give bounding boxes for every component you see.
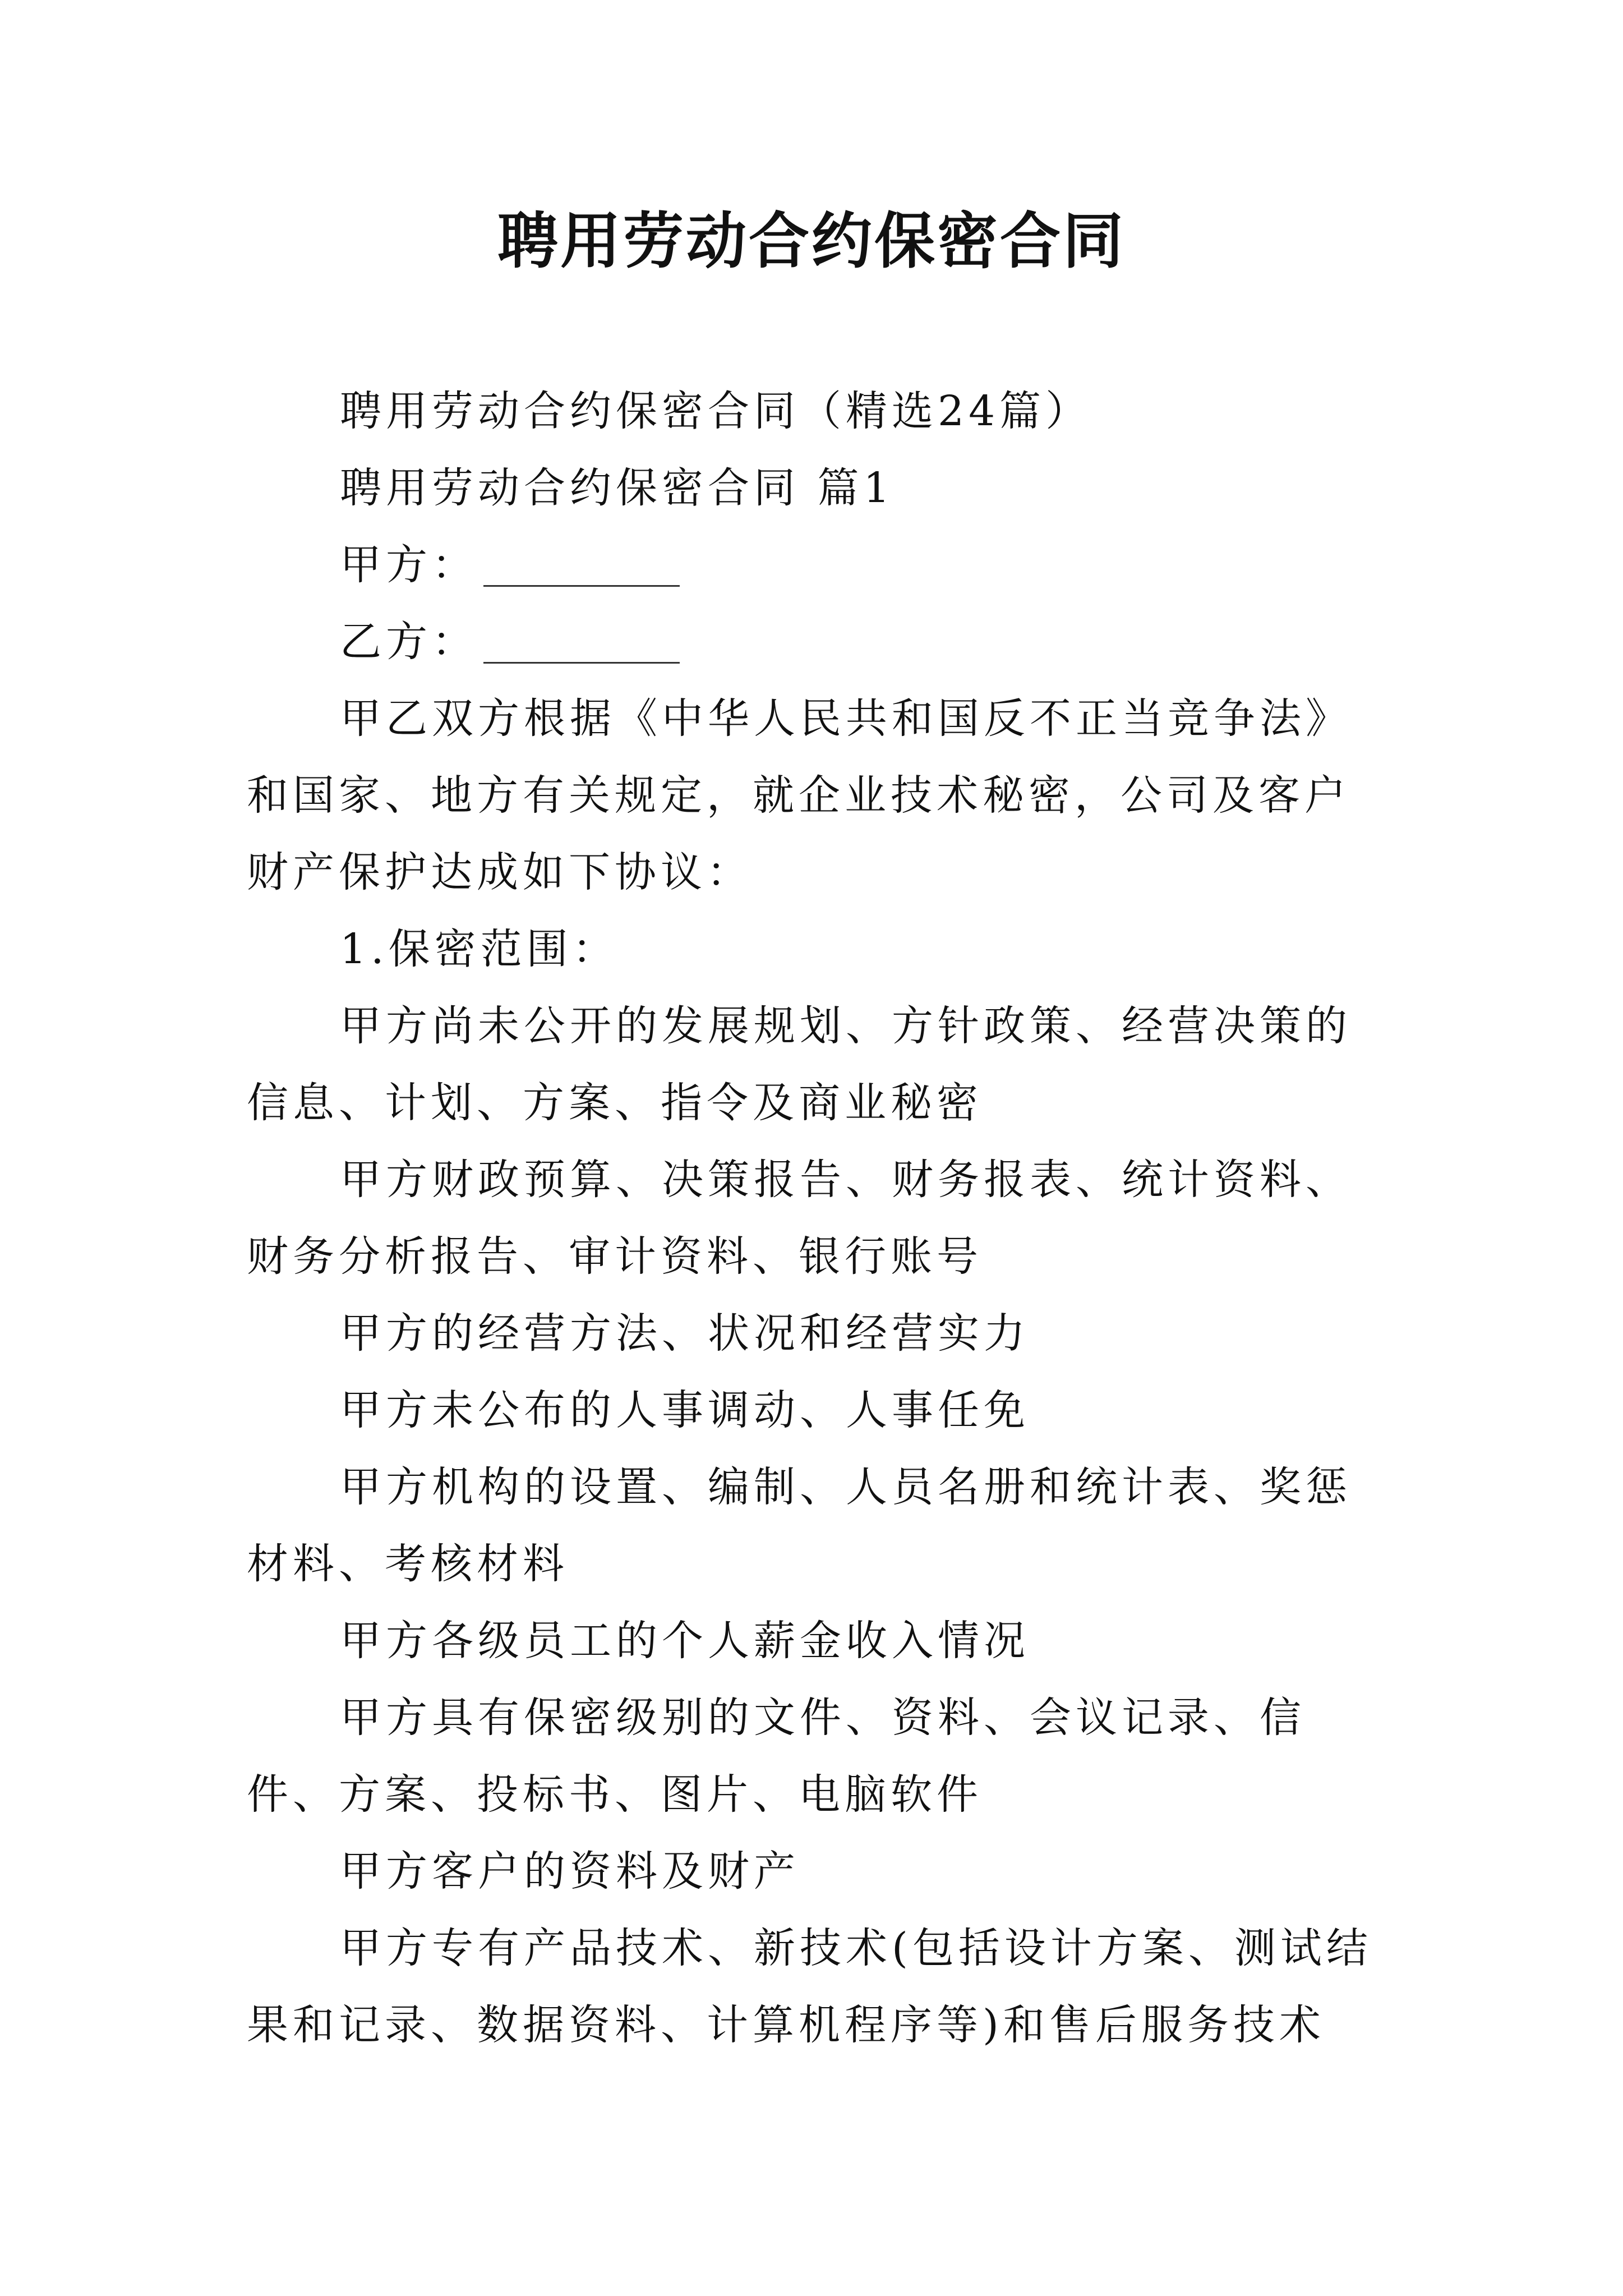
body-paragraph: 甲方未公布的人事调动、人事任免 <box>340 1386 1030 1434</box>
party-a-line <box>247 527 1385 604</box>
party-b-blank <box>483 617 680 664</box>
party-b-label: 乙方： <box>340 618 478 666</box>
body-paragraph: 甲乙双方根据《中华人民共和国反不正当竞争法》和国家、地方有关规定，就企业技术秘密，公司及客户财产保护达成如下协议： <box>247 694 1352 896</box>
body-paragraph: 甲方的经营方法、状况和经营实力 <box>340 1309 1030 1358</box>
document-title: 聘用劳动合约保密合同 <box>497 206 1126 277</box>
party-a-label: 甲方： <box>340 541 478 589</box>
body-paragraph: 1.保密范围： <box>340 925 619 973</box>
body-paragraph: 甲方客户的资料及财产 <box>340 1847 800 1895</box>
subtitle: 聘用劳动合约保密合同（精选24篇） <box>340 387 1092 435</box>
body-paragraph: 甲方各级员工的个人薪金收入情况 <box>340 1617 1030 1665</box>
body-paragraph: 甲方具有保密级别的文件、资料、会议记录、信件、方案、投标书、图片、电脑软件 <box>247 1694 1306 1819</box>
section-heading: 聘用劳动合约保密合同 篇1 <box>340 464 895 512</box>
body-paragraph: 甲方财政预算、决策报告、财务报表、统计资料、财务分析报告、审计资料、银行账号 <box>247 1156 1352 1281</box>
body-paragraph: 甲方机构的设置、编制、人员名册和统计表、奖惩材料、考核材料 <box>247 1463 1352 1588</box>
body-paragraph: 甲方专有产品技术、新技术(包括设计方案、测试结果和记录、数据资料、计算机程序等)和售后服务技术 <box>247 1924 1372 2049</box>
document-body <box>247 373 1385 2064</box>
body-paragraph: 甲方尚未公开的发展规划、方针政策、经营决策的信息、计划、方案、指令及商业秘密 <box>247 1002 1352 1127</box>
party-b-line <box>247 604 1385 680</box>
party-a-blank <box>483 540 680 587</box>
